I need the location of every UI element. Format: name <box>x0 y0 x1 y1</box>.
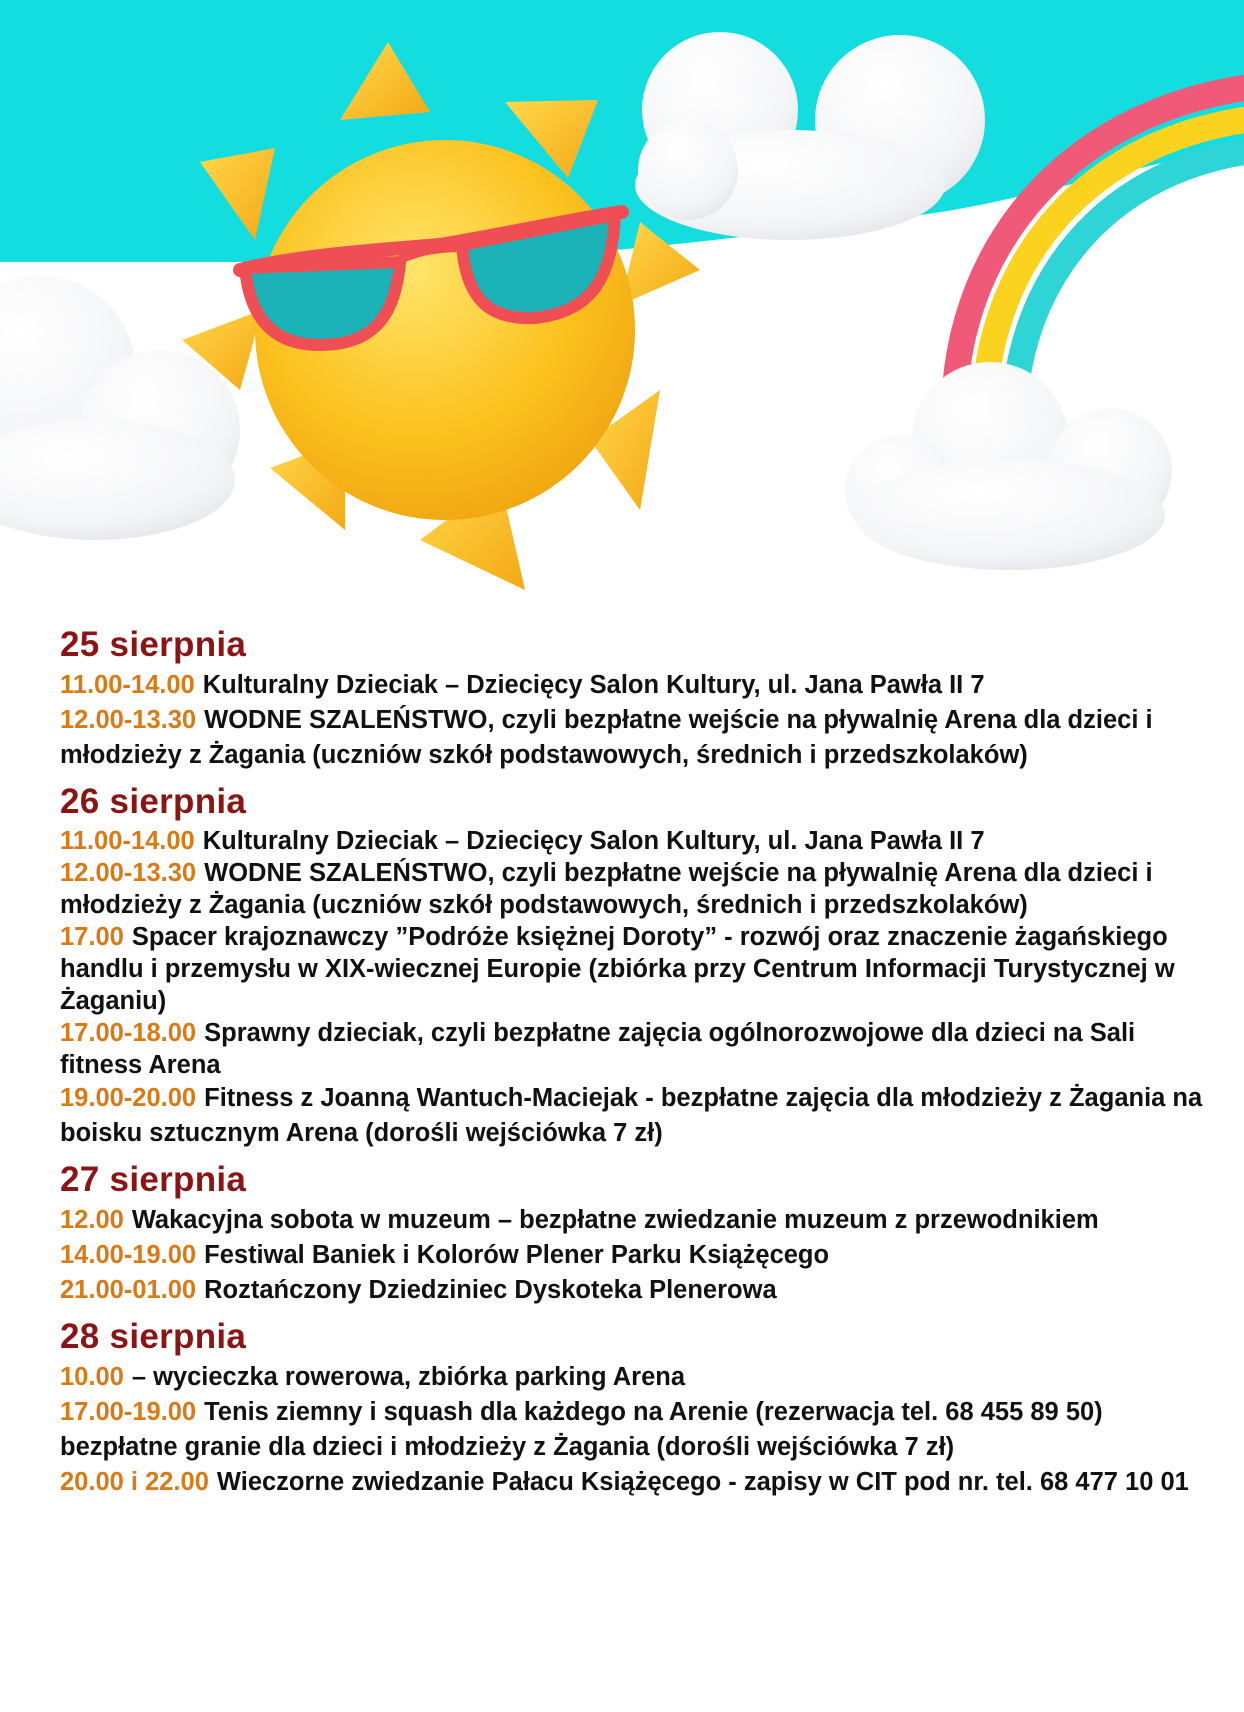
event-item <box>60 921 1220 1017</box>
event-time: 14.00-19.00 <box>60 1241 197 1269</box>
event-description: WODNE SZALEŃSTWO, czyli bezpłatne wejście na pływalnię Arena dla dzieci i młodzieży z Żagania (uczniów szkół podstawowych, średnich i przedszkolaków) <box>60 706 1153 769</box>
event-time: 11.00-14.00 <box>60 827 195 855</box>
event-time: 11.00-14.00 <box>60 671 195 699</box>
event-item <box>60 668 1220 703</box>
day-section <box>60 622 1220 773</box>
header-illustration <box>0 0 1244 615</box>
event-description: – wycieczka rowerowa, zbiórka parking Arena <box>131 1363 686 1391</box>
day-section <box>60 1314 1220 1500</box>
day-title: 27 sierpnia <box>60 1160 247 1199</box>
event-item <box>60 703 1220 773</box>
event-time: 17.00-18.00 <box>60 1019 197 1047</box>
day-title: 25 sierpnia <box>60 625 247 664</box>
event-time: 17.00 <box>60 923 124 951</box>
event-time: 10.00 <box>60 1363 124 1391</box>
event-description: Wieczorne zwiedzanie Pałacu Książęcego - zapisy w CIT pod nr. tel. 68 477 10 01 <box>216 1468 1189 1496</box>
event-item <box>60 857 1220 921</box>
event-description: Festiwal Baniek i Kolorów Plener Parku Książęcego <box>204 1241 830 1269</box>
event-description: Sprawny dzieciak, czyli bezpłatne zajęcia ogólnorozwojowe dla dzieci na Sali fitness Arena <box>60 1019 1136 1079</box>
event-description: Wakacyjna sobota w muzeum – bezpłatne zwiedzanie muzeum z przewodnikiem <box>131 1206 1099 1234</box>
event-item <box>60 1017 1220 1081</box>
event-time: 19.00-20.00 <box>60 1084 197 1112</box>
cloud-icon <box>845 362 1172 570</box>
event-description: Fitness z Joanną Wantuch-Maciejak - bezpłatne zajęcia dla młodzieży z Żagania na boisku sztucznym Arena (dorośli wejściówka 7 zł) <box>60 1084 1203 1147</box>
day-section <box>60 1157 1220 1308</box>
event-item <box>60 1273 1220 1308</box>
event-item <box>60 1081 1220 1151</box>
event-description: Tenis ziemny i squash dla każdego na Arenie (rezerwacja tel. 68 455 89 50) bezpłatne granie dla dzieci i młodzieży z Żagania (dorośli wejściówka 7 zł) <box>60 1398 1103 1461</box>
event-item <box>60 825 1220 857</box>
event-item <box>60 1238 1220 1273</box>
event-time: 20.00 i 22.00 <box>60 1468 209 1496</box>
event-description: Roztańczony Dziedziniec Dyskoteka Plenerowa <box>204 1276 777 1304</box>
event-item <box>60 1395 1220 1465</box>
event-time: 17.00-19.00 <box>60 1398 197 1426</box>
event-time: 12.00-13.30 <box>60 859 197 887</box>
illustration-canvas <box>0 0 1244 615</box>
event-time: 12.00 <box>60 1206 124 1234</box>
event-item <box>60 1203 1220 1238</box>
day-section <box>60 779 1220 1151</box>
event-item <box>60 1465 1220 1500</box>
event-description: Kulturalny Dzieciak – Dziecięcy Salon Kultury, ul. Jana Pawła II 7 <box>202 827 985 855</box>
event-description: Kulturalny Dzieciak – Dziecięcy Salon Kultury, ul. Jana Pawła II 7 <box>202 671 985 699</box>
event-time: 21.00-01.00 <box>60 1276 197 1304</box>
day-title: 28 sierpnia <box>60 1317 247 1356</box>
event-description: Spacer krajoznawczy ”Podróże księżnej Doroty” - rozwój oraz znaczenie żagańskiego handlu i przemysłu w XIX-wiecznej Europie (zbiórka przy Centrum Informacji Turystycznej w Żaganiu) <box>60 923 1175 1015</box>
day-title: 26 sierpnia <box>60 782 247 821</box>
event-description: WODNE SZALEŃSTWO, czyli bezpłatne wejście na pływalnię Arena dla dzieci i młodzieży z Żagania (uczniów szkół podstawowych, średnich i przedszkolaków) <box>60 859 1153 919</box>
cloud-icon <box>0 275 240 540</box>
event-time: 12.00-13.30 <box>60 706 197 734</box>
event-item <box>60 1360 1220 1395</box>
event-schedule <box>60 622 1220 1500</box>
